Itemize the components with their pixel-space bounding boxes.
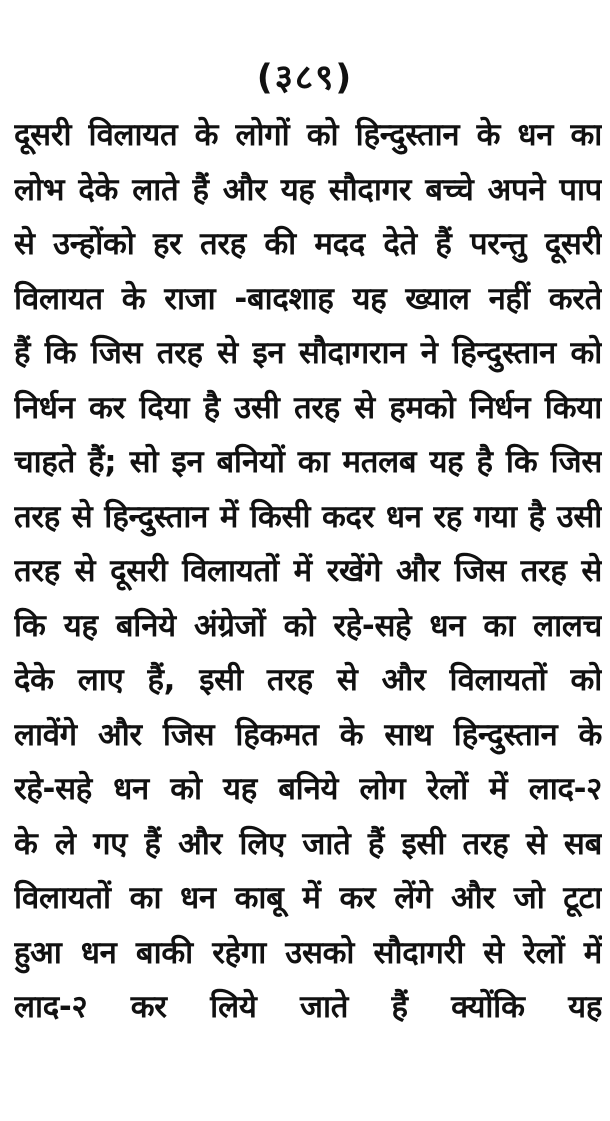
- text-line-14: के ले गए हैं और लिए जाते हैं इसी तरह से सब: [14, 825, 602, 862]
- text-line-16: हुआ धन बाकी रहेगा उसको सौदागरी से रेलों में: [14, 934, 602, 971]
- text-line-13: रहे-सहे धन को यह बनिये लोग रेलों में लाद-२: [14, 771, 602, 807]
- text-line-6: निर्धन कर दिया है उसी तरह से हमको निर्धन किया: [14, 389, 602, 426]
- text-line-10: कि यह बनिये अंग्रेजों को रहे-सहे धन का लालच: [14, 607, 602, 644]
- text-line-17: लाद-२ कर लिये जाते हैं क्योंकि यह: [14, 989, 602, 1025]
- text-line-11: देके लाए हैं, इसी तरह से और विलायतों को: [14, 662, 602, 698]
- text-line-15: विलायतों का धन काबू में कर लेंगे और जो टूटा: [14, 880, 602, 916]
- text-line-9: तरह से दूसरी विलायतों में रखेंगे और जिस तरह से: [14, 553, 602, 589]
- text-line-12: लावेंगे और जिस हिकमत के साथ हिन्दुस्तान के: [14, 716, 602, 753]
- text-line-4: विलायत के राजा -बादशाह यह ख्याल नहीं करते: [14, 280, 602, 317]
- text-line-2: लोभ देके लाते हैं और यह सौदागर बच्चे अपने पाप: [14, 171, 602, 208]
- text-line-3: से उन्होंको हर तरह की मदद देते हैं परन्तु दूसरी: [14, 226, 602, 262]
- text-line-7: चाहते हैं; सो इन बनियों का मतलब यह है कि जिस: [14, 444, 602, 480]
- body-text: [14, 108, 602, 1035]
- text-line-8: तरह से हिन्दुस्तान में किसी कदर धन रह गया है उसी: [14, 498, 602, 535]
- page-number: (३८९): [256, 58, 354, 98]
- text-line-1: दूसरी विलायत के लोगों को हिन्दुस्तान के धन का: [14, 117, 602, 153]
- text-line-5: हैं कि जिस तरह से इन सौदागरान ने हिन्दुस्तान को: [14, 335, 602, 371]
